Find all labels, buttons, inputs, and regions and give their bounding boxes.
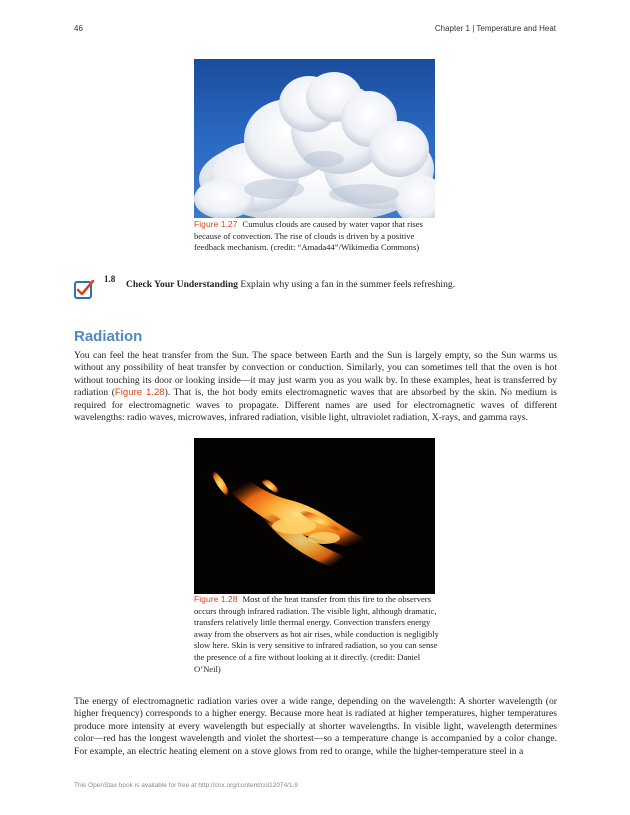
check-understanding-title: Check Your Understanding xyxy=(126,279,238,290)
paragraph-text: You can feel the heat transfer from the Sun. The space between Earth and the Sun is largely empty, so the Sun warms us without any possibility of heat transfer by convection or conduction. Similarly, you can sometimes tell that the oven is hot without touching its door or looking inside—it may just warm you as you walk by. In these examples, heat is transferred by radiation ( xyxy=(74,350,557,399)
fire-illustration xyxy=(194,438,435,594)
paragraph-text: ). That is, the hot body emits electromagnetic waves that are absorbed by the skin. No medium is required for electromagnetic waves to propagate. Different names are used for electromagnetic waves of different wavelengths: radio waves, microwaves, infrared radiation, visible light, ultraviolet radiation, X-rays, and gamma rays. xyxy=(74,387,557,424)
fire-photo xyxy=(194,438,435,594)
running-head: Chapter 1 | Temperature and Heat xyxy=(434,24,556,33)
figure-reference-link[interactable]: Figure 1.28 xyxy=(114,387,165,399)
caption-text: Most of the heat transfer from this fire to the observers occurs through infrared radiation. The visible light, although dramatic, transfers relatively little thermal energy. Convection transfers energy away from the observers as hot air rises, while conduction is negligibly slow here. Skin is very sensitive to infrared radiation, so you can sense the presence of a fire without looking at it directly. (credit: Daniel O’Neil) xyxy=(194,594,439,674)
checklist-icon xyxy=(74,279,95,299)
cumulus-clouds-photo xyxy=(194,59,435,218)
cumulus-clouds-illustration xyxy=(194,59,435,218)
figure-1-28-caption xyxy=(194,594,442,675)
caption-text: Cumulus clouds are caused by water vapor that rises because of convection. The rise of clouds is driven by a positive feedback mechanism. (credit: “Amada44”/Wikimedia Commons) xyxy=(194,219,423,253)
page-number: 46 xyxy=(74,24,83,33)
paragraph-radiation-energy: The energy of electromagnetic radiation varies over a wide range, depending on the wavelength: A shorter wavelength (or higher frequency) corresponds to a higher energy. Because more heat is radiated at higher temperatures, higher temperatures produce more intensity at every wavelength but especially at shorter wavelengths. In visible light, wavelength determines color—red has the longest wavelength and violet the shortest—so a temperature change is accompanied by a color change. For example, an electric heating element on a stove glows from red to orange, while the higher-temperature steel in a xyxy=(74,696,557,757)
paragraph-radiation-intro xyxy=(74,350,557,424)
footer-note: This OpenStax book is available for free at http://cnx.org/content/col12074/1.9 xyxy=(74,782,299,789)
check-understanding-text xyxy=(126,279,455,290)
figure-label: Figure 1.27 xyxy=(194,219,238,229)
check-understanding-question: Explain why using a fan in the summer feels refreshing. xyxy=(240,279,456,290)
section-heading: Radiation xyxy=(74,328,143,345)
exercise-number: 1.8 xyxy=(104,274,116,284)
figure-1-27-caption xyxy=(194,219,444,254)
figure-label: Figure 1.28 xyxy=(194,594,238,604)
